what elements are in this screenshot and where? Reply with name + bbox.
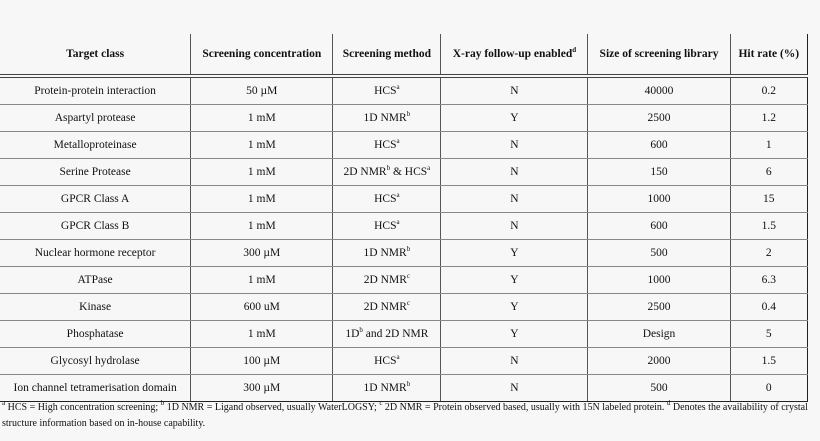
footnote-marker: b bbox=[406, 245, 411, 253]
method-text: 2D NMR bbox=[363, 301, 407, 313]
table-row bbox=[0, 321, 808, 348]
target-class-cell-text: ATPase bbox=[77, 274, 113, 286]
library-size-cell bbox=[588, 76, 730, 105]
hit-rate-cell bbox=[730, 348, 807, 375]
concentration-cell-text: 50 µM bbox=[246, 85, 278, 97]
column-header bbox=[0, 34, 191, 76]
method-cell bbox=[333, 267, 441, 294]
target-class-cell bbox=[0, 267, 191, 294]
xray-cell bbox=[441, 186, 588, 213]
method-text: HCS bbox=[374, 85, 397, 97]
library-size-cell-text: 500 bbox=[650, 382, 668, 394]
concentration-cell bbox=[191, 375, 333, 402]
library-size-cell-text: 2500 bbox=[647, 301, 671, 313]
hit-rate-cell-text: 2 bbox=[765, 247, 772, 259]
library-size-cell-text: 600 bbox=[650, 220, 668, 232]
concentration-cell-text: 1 mM bbox=[247, 328, 276, 340]
library-size-cell-text: 1000 bbox=[647, 193, 671, 205]
method-cell bbox=[333, 294, 441, 321]
concentration-cell-text: 1 mM bbox=[247, 274, 276, 286]
library-size-cell bbox=[588, 321, 730, 348]
method-text: 2D NMR bbox=[363, 274, 407, 286]
target-class-cell-text: GPCR Class A bbox=[60, 193, 130, 205]
xray-cell-text: Y bbox=[510, 247, 519, 259]
concentration-cell bbox=[191, 348, 333, 375]
library-size-cell bbox=[588, 213, 730, 240]
target-class-cell bbox=[0, 76, 191, 105]
hit-rate-cell bbox=[730, 240, 807, 267]
hit-rate-cell-text: 1.5 bbox=[761, 220, 776, 232]
table-row bbox=[0, 132, 808, 159]
hit-rate-cell bbox=[730, 132, 807, 159]
concentration-cell bbox=[191, 105, 333, 132]
concentration-cell bbox=[191, 159, 333, 186]
footnote-marker: a bbox=[396, 83, 400, 91]
method-text: HCS bbox=[374, 139, 397, 151]
method-cell bbox=[333, 321, 441, 348]
xray-cell bbox=[441, 375, 588, 402]
method-cell bbox=[333, 213, 441, 240]
header-label: Hit rate (%) bbox=[738, 48, 800, 60]
hit-rate-cell bbox=[730, 213, 807, 240]
concentration-cell-text: 600 uM bbox=[243, 301, 280, 313]
target-class-cell-text: Serine Protease bbox=[59, 166, 131, 178]
xray-cell bbox=[441, 294, 588, 321]
hit-rate-cell-text: 1.5 bbox=[761, 355, 776, 367]
table-row bbox=[0, 159, 808, 186]
target-class-cell bbox=[0, 159, 191, 186]
xray-cell-text: N bbox=[510, 166, 519, 178]
header-label: Screening method bbox=[342, 48, 432, 60]
hit-rate-cell bbox=[730, 267, 807, 294]
column-header bbox=[333, 34, 441, 76]
table-row bbox=[0, 348, 808, 375]
target-class-cell bbox=[0, 240, 191, 267]
method-text: 1D NMR bbox=[363, 382, 407, 394]
header-label: Screening concentration bbox=[202, 48, 322, 60]
footnote-marker: c bbox=[406, 299, 410, 307]
hit-rate-cell-text: 6 bbox=[765, 166, 772, 178]
column-header bbox=[730, 34, 807, 76]
concentration-cell bbox=[191, 76, 333, 105]
method-cell bbox=[333, 105, 441, 132]
target-class-cell bbox=[0, 294, 191, 321]
library-size-cell bbox=[588, 240, 730, 267]
header-label: X-ray follow-up enabled bbox=[452, 48, 573, 60]
target-class-cell bbox=[0, 132, 191, 159]
hit-rate-cell bbox=[730, 105, 807, 132]
xray-cell bbox=[441, 132, 588, 159]
method-cell bbox=[333, 159, 441, 186]
concentration-cell bbox=[191, 213, 333, 240]
method-text: HCS bbox=[374, 220, 397, 232]
hit-rate-cell-text: 0.4 bbox=[761, 301, 776, 313]
target-class-cell-text: Kinase bbox=[79, 301, 112, 313]
library-size-cell bbox=[588, 159, 730, 186]
library-size-cell-text: 40000 bbox=[644, 85, 674, 97]
footnote-marker: a bbox=[396, 353, 400, 361]
hit-rate-cell bbox=[730, 76, 807, 105]
concentration-cell-text: 1 mM bbox=[247, 139, 276, 151]
table-row bbox=[0, 105, 808, 132]
target-class-cell bbox=[0, 375, 191, 402]
xray-cell-text: Y bbox=[510, 301, 519, 313]
concentration-cell-text: 1 mM bbox=[247, 220, 276, 232]
table-row bbox=[0, 213, 808, 240]
xray-cell bbox=[441, 267, 588, 294]
table-row bbox=[0, 267, 808, 294]
footnote-marker: a bbox=[427, 164, 431, 172]
hit-rate-cell-text: 15 bbox=[763, 193, 775, 205]
footnote-marker: c bbox=[406, 272, 410, 280]
screening-table bbox=[0, 34, 808, 402]
table-row bbox=[0, 240, 808, 267]
hit-rate-cell bbox=[730, 186, 807, 213]
concentration-cell-text: 300 µM bbox=[243, 247, 281, 259]
library-size-cell-text: 600 bbox=[650, 139, 668, 151]
footnote-text: 2D NMR = Protein observed based, usually with 15N labeled protein. bbox=[382, 402, 667, 413]
method-cell bbox=[333, 76, 441, 105]
xray-cell-text: Y bbox=[510, 274, 519, 286]
header-label: Size of screening library bbox=[599, 48, 719, 60]
xray-cell bbox=[441, 213, 588, 240]
xray-cell-text: Y bbox=[510, 328, 519, 340]
concentration-cell-text: 300 µM bbox=[243, 382, 281, 394]
footnote-marker: a bbox=[396, 218, 400, 226]
target-class-cell-text: Aspartyl protease bbox=[54, 112, 136, 124]
xray-cell bbox=[441, 348, 588, 375]
method-cell bbox=[333, 240, 441, 267]
footnote-marker: b bbox=[406, 110, 411, 118]
concentration-cell bbox=[191, 132, 333, 159]
concentration-cell-text: 1 mM bbox=[247, 112, 276, 124]
hit-rate-cell-text: 6.3 bbox=[761, 274, 776, 286]
target-class-cell bbox=[0, 348, 191, 375]
concentration-cell bbox=[191, 240, 333, 267]
xray-cell bbox=[441, 76, 588, 105]
library-size-cell-text: 150 bbox=[650, 166, 668, 178]
library-size-cell-text: 1000 bbox=[647, 274, 671, 286]
hit-rate-cell-text: 5 bbox=[765, 328, 772, 340]
footnote-text: HCS = High concentration screening; bbox=[5, 402, 161, 413]
header-label: Target class bbox=[66, 48, 125, 60]
target-class-cell-text: Nuclear hormone receptor bbox=[34, 247, 156, 259]
footnote-marker: c bbox=[379, 399, 383, 407]
method-text: HCS bbox=[374, 193, 397, 205]
target-class-cell bbox=[0, 105, 191, 132]
hit-rate-cell-text: 1.2 bbox=[761, 112, 776, 124]
method-cell bbox=[333, 375, 441, 402]
footnote-marker: b bbox=[359, 326, 363, 334]
library-size-cell-text: 2500 bbox=[647, 112, 671, 124]
xray-cell bbox=[441, 105, 588, 132]
footnote-marker: b bbox=[406, 380, 411, 388]
hit-rate-cell-text: 1 bbox=[765, 139, 772, 151]
target-class-cell-text: Metalloproteinase bbox=[53, 139, 137, 151]
method-cell bbox=[333, 348, 441, 375]
footnote-marker: d bbox=[572, 46, 577, 54]
concentration-cell bbox=[191, 321, 333, 348]
library-size-cell-text: 2000 bbox=[647, 355, 671, 367]
table-row bbox=[0, 375, 808, 402]
table-row bbox=[0, 186, 808, 213]
xray-cell-text: N bbox=[510, 85, 519, 97]
hit-rate-cell bbox=[730, 294, 807, 321]
library-size-cell-text: Design bbox=[642, 328, 676, 340]
library-size-cell bbox=[588, 267, 730, 294]
library-size-cell bbox=[588, 132, 730, 159]
column-header bbox=[588, 34, 730, 76]
concentration-cell bbox=[191, 186, 333, 213]
xray-cell-text: N bbox=[510, 220, 519, 232]
xray-cell-text: N bbox=[510, 193, 519, 205]
hit-rate-cell bbox=[730, 375, 807, 402]
xray-cell-text: N bbox=[510, 355, 519, 367]
target-class-cell bbox=[0, 186, 191, 213]
footnotes bbox=[2, 400, 818, 432]
footnote-marker: a bbox=[2, 399, 6, 407]
concentration-cell bbox=[191, 267, 333, 294]
target-class-cell-text: Ion channel tetramerisation domain bbox=[13, 382, 177, 394]
target-class-cell bbox=[0, 321, 191, 348]
method-text: 1D NMR bbox=[363, 247, 407, 259]
library-size-cell bbox=[588, 348, 730, 375]
concentration-cell-text: 1 mM bbox=[247, 193, 276, 205]
footnote-marker: d bbox=[666, 399, 671, 407]
method-cell bbox=[333, 132, 441, 159]
xray-cell-text: N bbox=[510, 139, 519, 151]
target-class-cell-text: GPCR Class B bbox=[60, 220, 130, 232]
footnote-marker: b bbox=[160, 399, 165, 407]
header-row bbox=[0, 34, 808, 76]
method-text: and 2D NMR bbox=[362, 328, 429, 340]
xray-cell bbox=[441, 321, 588, 348]
column-header bbox=[191, 34, 333, 76]
table-row bbox=[0, 294, 808, 321]
concentration-cell-text: 100 µM bbox=[243, 355, 281, 367]
hit-rate-cell-text: 0.2 bbox=[761, 85, 776, 97]
xray-cell-text: Y bbox=[510, 112, 519, 124]
method-cell bbox=[333, 186, 441, 213]
footnote-text: 1D NMR = Ligand observed, usually WaterLOGSY; bbox=[164, 402, 380, 413]
hit-rate-cell-text: 0 bbox=[765, 382, 772, 394]
xray-cell bbox=[441, 159, 588, 186]
footnote-marker: a bbox=[396, 191, 400, 199]
concentration-cell-text: 1 mM bbox=[247, 166, 276, 178]
library-size-cell bbox=[588, 294, 730, 321]
column-header bbox=[441, 34, 588, 76]
hit-rate-cell bbox=[730, 321, 807, 348]
method-text: 1D NMR bbox=[363, 112, 407, 124]
concentration-cell bbox=[191, 294, 333, 321]
target-class-cell-text: Glycosyl hydrolase bbox=[50, 355, 140, 367]
table-row bbox=[0, 76, 808, 105]
xray-cell-text: N bbox=[510, 382, 519, 394]
target-class-cell-text: Phosphatase bbox=[66, 328, 124, 340]
target-class-cell bbox=[0, 213, 191, 240]
method-text: 1D bbox=[345, 328, 360, 340]
xray-cell bbox=[441, 240, 588, 267]
method-text: 2D NMR bbox=[343, 166, 387, 178]
library-size-cell bbox=[588, 375, 730, 402]
footnote-marker: b bbox=[386, 164, 391, 172]
method-text: HCS bbox=[374, 355, 397, 367]
library-size-cell bbox=[588, 105, 730, 132]
hit-rate-cell bbox=[730, 159, 807, 186]
library-size-cell bbox=[588, 186, 730, 213]
footnote-marker: a bbox=[396, 137, 400, 145]
footnote-text: Denotes the availability of crystal structure information based on in-house capability. bbox=[2, 402, 808, 429]
target-class-cell-text: Protein-protein interaction bbox=[34, 85, 156, 97]
method-text: & HCS bbox=[390, 166, 428, 178]
library-size-cell-text: 500 bbox=[650, 247, 668, 259]
